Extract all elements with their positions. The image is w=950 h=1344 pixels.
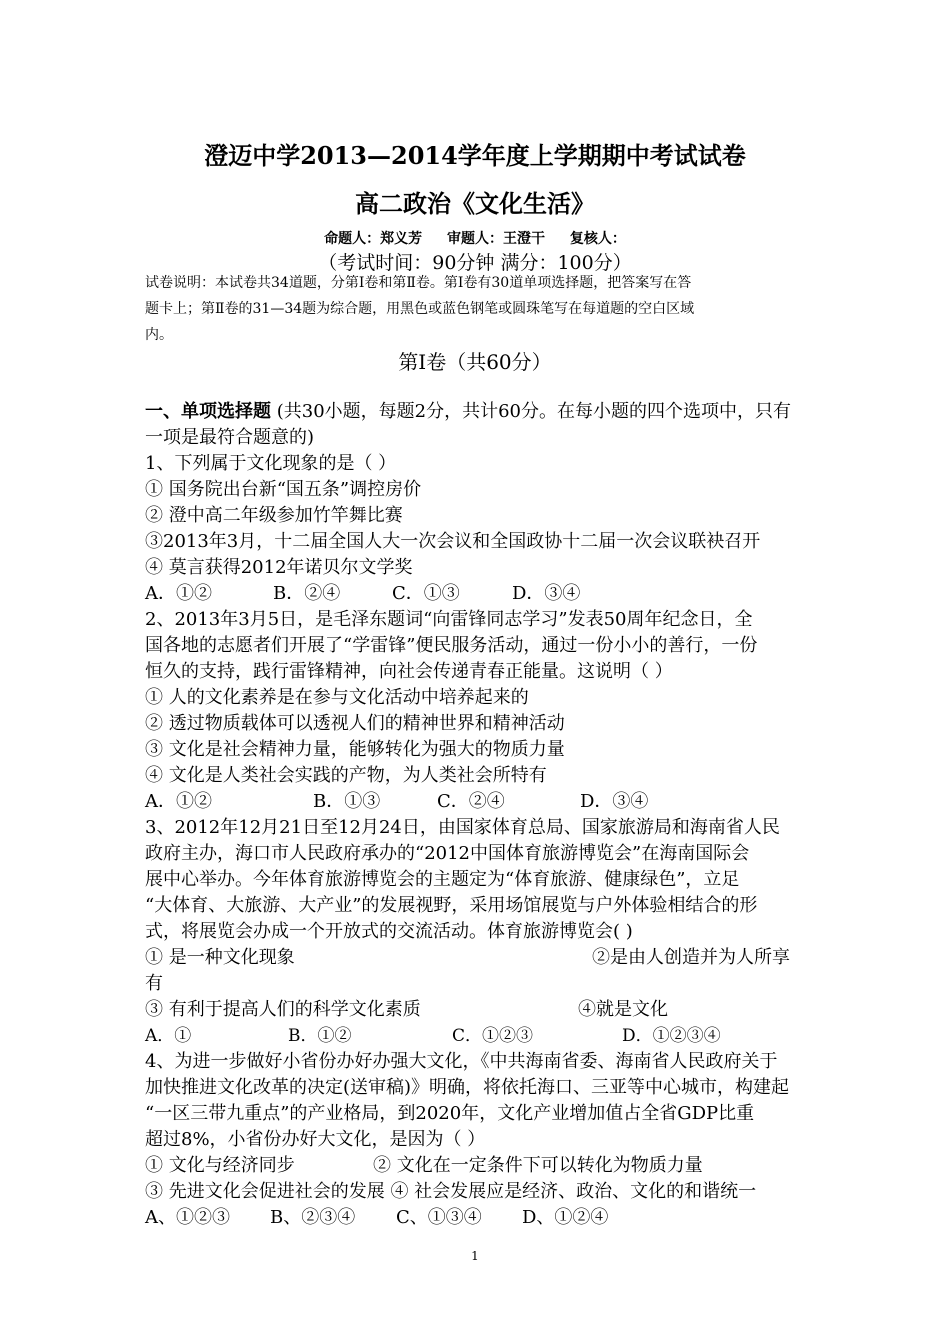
q4-option-a: A、①②③	[145, 1207, 230, 1228]
q1-item: ③2013年3月，十二届全国人大一次会议和全国政协十二届一次会议联袂召开	[145, 531, 761, 552]
checker: 复核人：	[569, 231, 626, 247]
section-heading	[145, 399, 791, 425]
q1-option-d: D．③④	[512, 583, 581, 604]
exam-subtitle: 高二政治《文化生活》	[355, 189, 595, 218]
question-3-stem: 政府主办，海口市人民政府承办的“2012中国体育旅游博览会”在海南国际会	[145, 843, 750, 864]
q4-item: ② 文化在一定条件下可以转化为物质力量	[373, 1155, 703, 1176]
q2-option-a: A．①②	[145, 791, 212, 812]
question-2-stem: 国各地的志愿者们开展了“学雷锋”便民服务活动，通过一份小小的善行，一份	[145, 635, 758, 656]
exam-title: 澄迈中学2013—2014学年度上学期期中考试试卷	[204, 141, 746, 170]
question-3-stem: 3、2012年12月21日至12月24日，由国家体育总局、国家旅游局和海南省人民	[145, 817, 780, 838]
question-4-stem: “一区三带九重点”的产业格局，到2020年，文化产业增加值占全省GDP比重	[145, 1103, 755, 1124]
page-number: 1	[471, 1249, 479, 1263]
q2-option-d: D．③④	[580, 791, 649, 812]
volume-heading: 第Ⅰ卷（共60分）	[398, 350, 552, 374]
q1-item: ④ 莫言获得2012年诺贝尔文学奖	[145, 557, 413, 578]
q4-option-d: D、①②④	[522, 1207, 609, 1228]
time-info: （考试时间：90分钟 满分：100分）	[318, 252, 632, 274]
section-desc: (共30小题，每题2分，共计60分。在每小题的四个选项中，只有	[271, 401, 792, 422]
q3-option-b: B．①②	[288, 1026, 352, 1046]
q2-option-c: C．②④	[437, 791, 505, 812]
q2-item: ③ 文化是社会精神力量，能够转化为强大的物质力量	[145, 739, 565, 760]
question-2-stem: 2、2013年3月5日，是毛泽东题词“向雷锋同志学习”发表50周年纪念日，全	[145, 609, 753, 630]
question-4-stem: 4、为进一步做好小省份办好办强大文化，《中共海南省委、海南省人民政府关于	[145, 1051, 778, 1072]
q2-item: ② 透过物质载体可以透视人们的精神世界和精神活动	[145, 713, 565, 734]
question-3-stem: 式，将展览会办成一个开放式的交流活动。体育旅游博览会( )	[145, 921, 633, 942]
authors-line	[0, 228, 950, 248]
question-2-stem: 恒久的支持，践行雷锋精神，向社会传递青春正能量。这说明（ ）	[145, 661, 673, 682]
instructions-line: 内。	[145, 327, 173, 343]
q3-item-cont: 有	[145, 973, 163, 994]
section-title: 一、单项选择题	[145, 401, 271, 422]
q3-option-d: D．①②③④	[622, 1026, 721, 1046]
q3-item: ① 是一种文化现象	[145, 947, 295, 968]
q4-item: ③ 先进文化会促进社会的发展 ④ 社会发展应是经济、政治、文化的和谐统一	[145, 1181, 757, 1202]
question-1-stem: 1、下列属于文化现象的是（ ）	[145, 453, 397, 474]
question-4-stem: 超过8%，小省份办好大文化，是因为（ ）	[145, 1129, 486, 1150]
setter: 命题人：郑义芳	[324, 231, 423, 247]
q3-item: ②是由人创造并为人所享	[592, 947, 790, 968]
reviewer: 审题人：王澄干	[447, 231, 545, 247]
q2-option-b: B．①③	[313, 791, 381, 812]
q3-item: ④就是文化	[578, 999, 668, 1020]
question-3-stem: “大体育、大旅游、大产业”的发展视野，采用场馆展览与户外体验相结合的形	[145, 895, 758, 916]
q4-item: ① 文化与经济同步	[145, 1155, 295, 1176]
q1-item: ② 澄中高二年级参加竹竿舞比赛	[145, 505, 403, 526]
q1-option-b: B．②④	[273, 583, 341, 604]
q1-item: ① 国务院出台新“国五条”调控房价	[145, 479, 422, 500]
section-desc-cont: 一项是最符合题意的)	[145, 427, 315, 448]
instructions-line: 试卷说明：本试卷共34道题，分第Ⅰ卷和第Ⅱ卷。第Ⅰ卷有30道单项选择题，把答案写在答	[145, 275, 692, 291]
q1-option-a: A．①②	[145, 583, 212, 604]
q3-item: ③ 有利于提高人们的科学文化素质	[145, 999, 421, 1020]
question-4-stem: 加快推进文化改革的决定(送审稿)》明确，将依托海口、三亚等中心城市，构建起	[145, 1077, 790, 1098]
q4-option-b: B、②③④	[270, 1207, 356, 1228]
instructions-line: 题卡上；第Ⅱ卷的31—34题为综合题，用黑色或蓝色钢笔或圆珠笔写在每道题的空白区域	[145, 301, 695, 317]
q3-option-a: A．①	[145, 1026, 192, 1046]
q3-option-c: C．①②③	[452, 1026, 534, 1046]
q2-item: ① 人的文化素养是在参与文化活动中培养起来的	[145, 687, 529, 708]
q4-option-c: C、①③④	[396, 1207, 482, 1228]
q2-item: ④ 文化是人类社会实践的产物，为人类社会所特有	[145, 765, 547, 786]
question-3-stem: 展中心举办。今年体育旅游博览会的主题定为“体育旅游、健康绿色”，立足	[145, 869, 740, 890]
q1-option-c: C．①③	[392, 583, 460, 604]
